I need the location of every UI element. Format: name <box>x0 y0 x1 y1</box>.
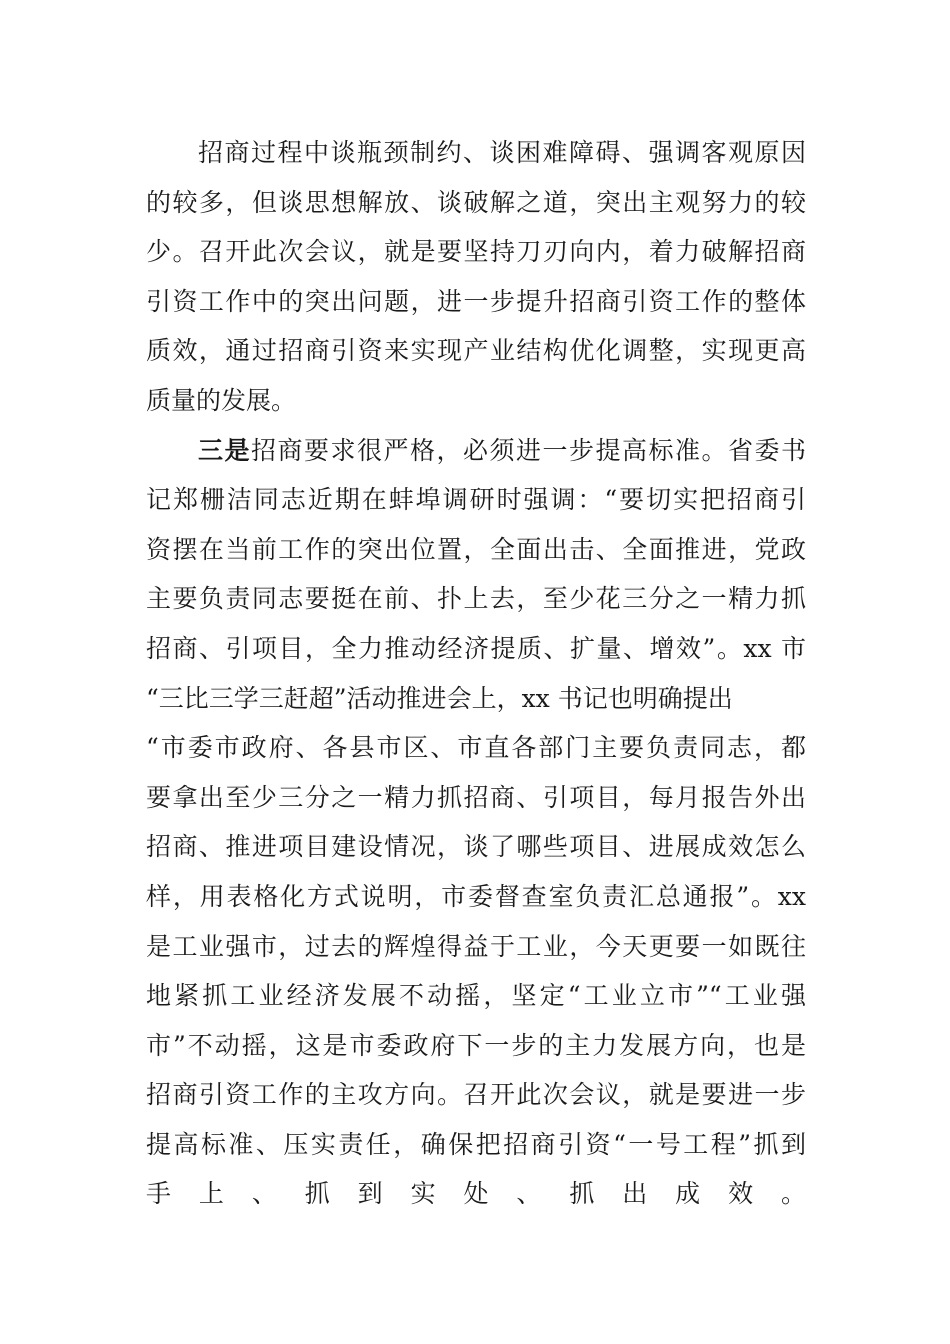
text-line: “市委市政府、各县市区、市直各部门主要负责同志，都 <box>146 733 806 763</box>
text-line: 记郑栅洁同志近期在蚌埠调研时强调：“要切实把招商引 <box>146 485 806 515</box>
text-line: 招商引资工作的主攻方向。召开此次会议，就是要进一步 <box>146 1080 806 1110</box>
text-line: 少。召开此次会议，就是要坚持刀刃向内，着力破解招商 <box>146 237 806 267</box>
text-line <box>146 426 806 476</box>
text-line: 质量的发展。 <box>146 385 297 415</box>
text-line: 要拿出至少三分之一精力抓招商、引项目，每月报告外出 <box>146 782 806 812</box>
text-line <box>146 1219 806 1269</box>
text-line: 是工业强市，过去的辉煌得益于工业，今天更要一如既往 <box>146 931 806 961</box>
paragraph-lead: 三是 <box>198 435 251 465</box>
text-line: 招商过程中谈瓶颈制约、谈困难障碍、强调客观原因 <box>198 138 806 167</box>
text-line: 手上、抓到实处、抓出成效。 <box>146 1179 806 1209</box>
text-line: 地紧抓工业经济发展不动摇，坚定“工业立市”“工业强 <box>146 981 806 1011</box>
text-line: 的较多，但谈思想解放、谈破解之道，突出主观努力的较 <box>146 187 806 217</box>
text-line: 资摆在当前工作的突出位置，全面出击、全面推进，党政 <box>146 534 806 564</box>
text-line: 主要负责同志要挺在前、扑上去，至少花三分之一精力抓 <box>146 584 806 614</box>
document-body <box>146 128 806 1269</box>
text-line: “三比三学三赶超”活动推进会上，xx 书记也明确提出 <box>146 683 733 713</box>
text-line: 样，用表格化方式说明，市委督查室负责汇总通报”。xx <box>146 881 806 911</box>
text-line: 质效，通过招商引资来实现产业结构优化调整，实现更高 <box>146 336 806 366</box>
text-line: 提高标准、压实责任，确保把招商引资“一号工程”抓到 <box>146 1129 806 1159</box>
paragraph-1 <box>146 128 806 426</box>
text-line: 招商、推进项目建设情况，谈了哪些项目、进展成效怎么 <box>146 832 806 862</box>
text-line: 市”不动摇，这是市委政府下一步的主力发展方向，也是 <box>146 1030 806 1060</box>
text-line: 招商、引项目，全力推动经济提质、扩量、增效”。xx 市 <box>146 633 806 663</box>
text-line: 引资工作中的突出问题，进一步提升招商引资工作的整体 <box>146 286 806 316</box>
paragraph-lead-rest: 招商要求很严格，必须进一步提高标准。省委书 <box>251 435 806 465</box>
paragraph-2 <box>146 426 806 1269</box>
